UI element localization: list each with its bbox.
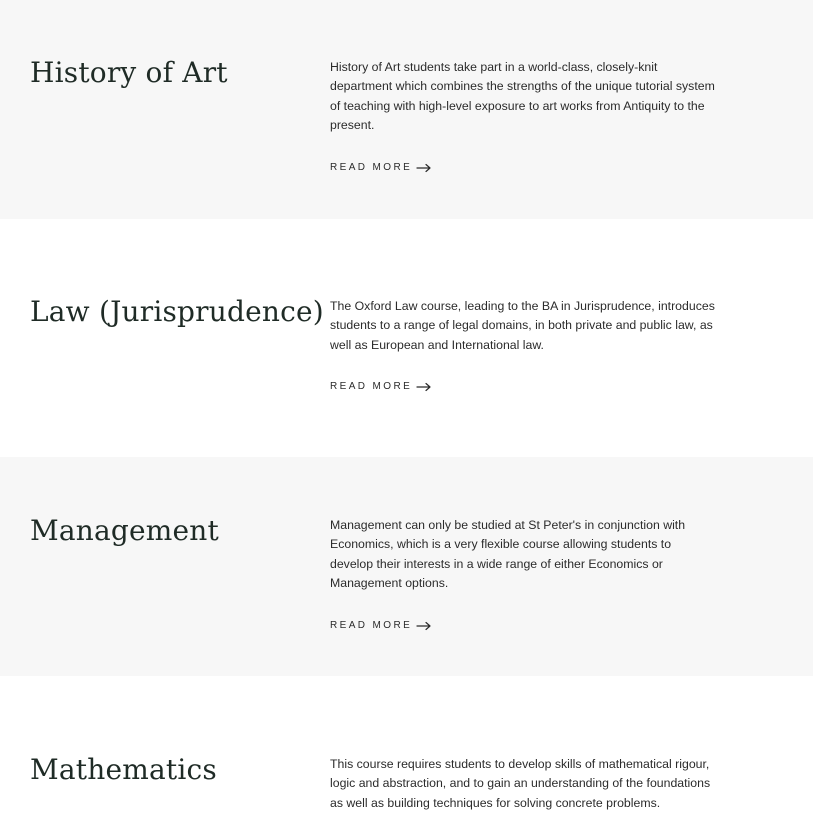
read-more-link[interactable] [330, 620, 432, 632]
course-row-mathematics [0, 696, 813, 826]
course-row-history-of-art [0, 0, 813, 219]
course-title: Management [30, 514, 219, 547]
read-more-label: READ MORE [330, 381, 413, 392]
read-more-link[interactable] [330, 162, 432, 174]
arrow-right-icon [416, 382, 432, 392]
course-title: Mathematics [30, 753, 217, 786]
arrow-right-icon [416, 163, 432, 173]
course-title: History of Art [30, 56, 228, 89]
course-title: Law (Jurisprudence) [30, 295, 324, 328]
arrow-right-icon [416, 621, 432, 631]
course-description: This course requires students to develop skills of mathematical rigour, logic and abstraction, and to gain an understanding of the foundations as well as building techniques for solving concrete problems. [330, 757, 711, 810]
course-description: History of Art students take part in a world-class, closely-knit department which combines the strengths of the unique tutorial system of teaching with high-level exposure to art works from Antiquity to the present. [330, 60, 715, 132]
read-more-link[interactable] [330, 381, 432, 393]
read-more-label: READ MORE [330, 620, 413, 631]
course-description: The Oxford Law course, leading to the BA in Jurisprudence, introduces students to a range of legal domains, in both private and public law, as well as European and International law. [330, 299, 715, 352]
course-description: Management can only be studied at St Peter's in conjunction with Economics, which is a very flexible course allowing students to develop their interests in a wide range of either Economics or Management options. [330, 518, 686, 590]
course-row-management [0, 457, 813, 676]
course-row-law [0, 238, 813, 457]
read-more-label: READ MORE [330, 162, 413, 173]
